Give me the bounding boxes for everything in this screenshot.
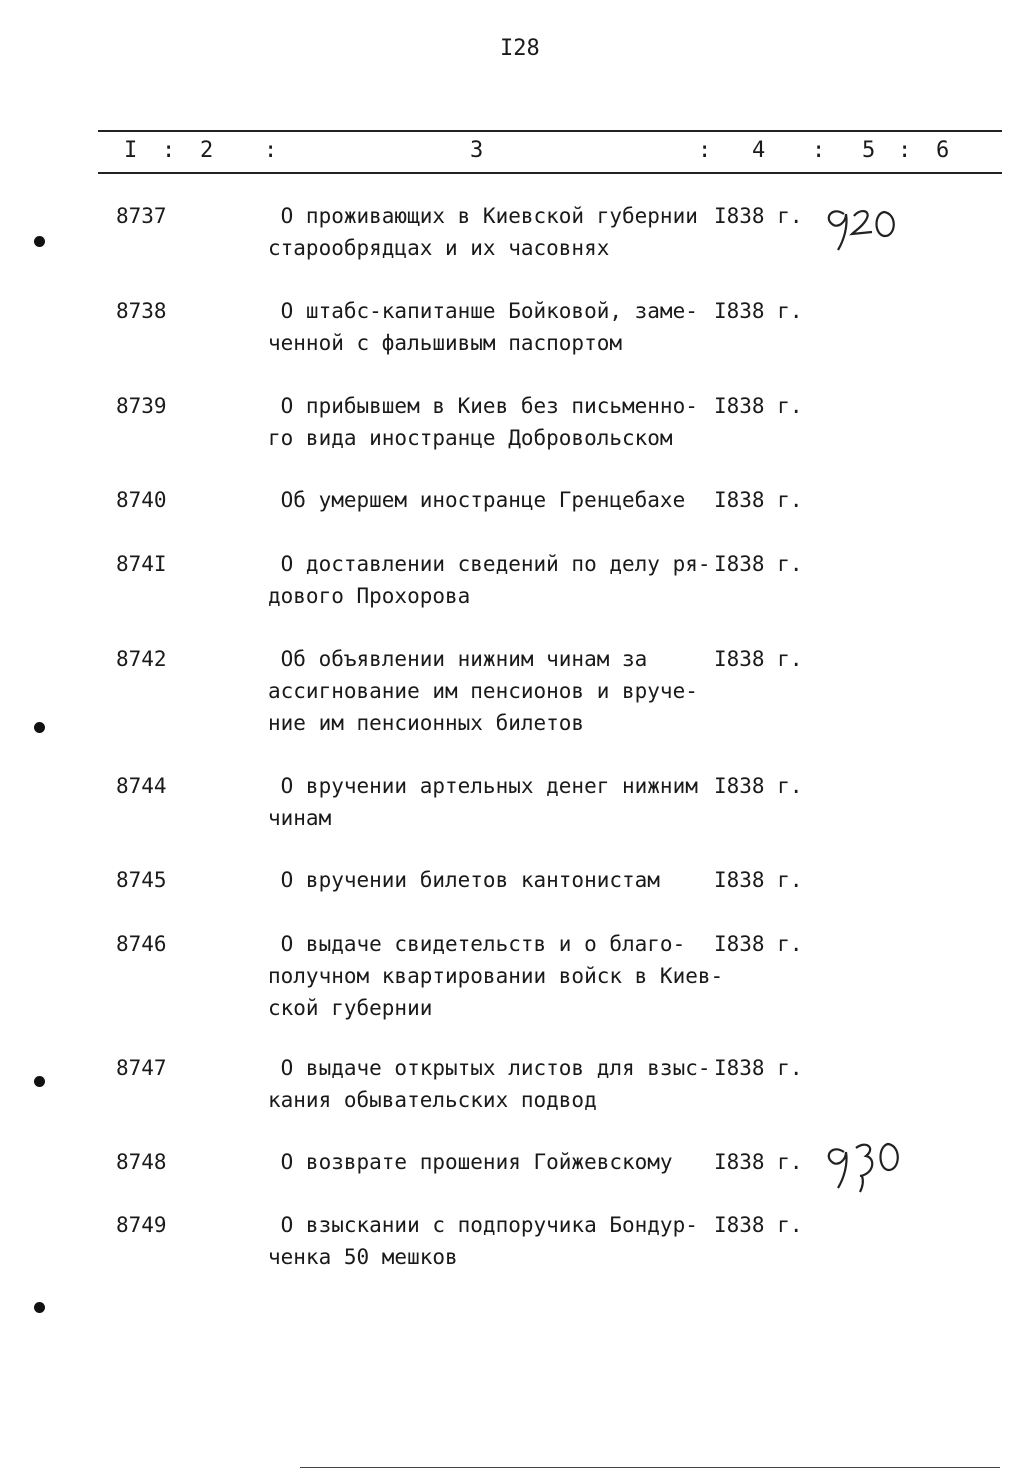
case-number: 8740 bbox=[116, 488, 167, 512]
case-title-line: ской губернии bbox=[268, 996, 433, 1020]
case-title-line: О прибывшем в Киев без письменно- bbox=[268, 394, 698, 418]
case-year: I838 г. bbox=[714, 204, 803, 228]
case-number: 8738 bbox=[116, 299, 167, 323]
case-title-line: Об объявлении нижним чинам за bbox=[268, 647, 648, 671]
case-title-line: ассигнование им пенсионов и вруче- bbox=[268, 679, 698, 703]
case-year: I838 г. bbox=[714, 488, 803, 512]
punch-hole bbox=[34, 236, 45, 247]
column-header-sep: : bbox=[812, 138, 826, 163]
case-title bbox=[268, 643, 708, 739]
column-header-6: 6 bbox=[936, 138, 950, 163]
case-year: I838 г. bbox=[714, 932, 803, 956]
column-header-3: 3 bbox=[470, 138, 484, 163]
case-title bbox=[268, 200, 708, 264]
case-year: I838 г. bbox=[714, 1150, 803, 1174]
case-title-line: О штабс-капитанше Бойковой, заме- bbox=[268, 299, 698, 323]
punch-hole bbox=[34, 1302, 45, 1313]
case-title-line: О вручении артельных денег нижним bbox=[268, 774, 698, 798]
case-number: 8739 bbox=[116, 394, 167, 418]
case-title bbox=[268, 770, 708, 834]
header-bottom-rule bbox=[98, 172, 1002, 174]
case-title-line: О выдаче открытых листов для взыс- bbox=[268, 1056, 711, 1080]
case-title-line: го вида иностранце Добровольском bbox=[268, 426, 673, 450]
case-title bbox=[268, 548, 711, 612]
case-title-line: О выдаче свидетельств и о благо- bbox=[268, 932, 686, 956]
case-year: I838 г. bbox=[714, 1213, 803, 1237]
case-number: 874I bbox=[116, 552, 167, 576]
case-year: I838 г. bbox=[714, 1056, 803, 1080]
case-title-line: старообрядцах и их часовнях bbox=[268, 236, 610, 260]
case-year: I838 г. bbox=[714, 774, 803, 798]
case-title-line: ние им пенсионных билетов bbox=[268, 711, 585, 735]
case-title-line: кания обывательских подвод bbox=[268, 1088, 597, 1112]
case-title-line: О вручении билетов кантонистам bbox=[268, 868, 660, 892]
case-title-line: О возврате прошения Гойжевскому bbox=[268, 1150, 673, 1174]
case-title-line: чинам bbox=[268, 806, 332, 830]
case-title bbox=[268, 1209, 708, 1273]
case-title bbox=[268, 864, 708, 896]
case-title bbox=[268, 1146, 708, 1178]
case-title-line: О проживающих в Киевской губернии bbox=[268, 204, 698, 228]
case-number: 8748 bbox=[116, 1150, 167, 1174]
handwritten-sheet-number-930 bbox=[822, 1134, 906, 1196]
case-number: 8747 bbox=[116, 1056, 167, 1080]
case-title-line: ченка 50 мешков bbox=[268, 1245, 458, 1269]
case-number: 8745 bbox=[116, 868, 167, 892]
case-title-line: О взыскании с подпоручика Бондур- bbox=[268, 1213, 698, 1237]
case-title-line: Об умершем иностранце Гренцебахе bbox=[268, 488, 686, 512]
case-title-line: ченной с фальшивым паспортом bbox=[268, 331, 623, 355]
column-header-sep: : bbox=[162, 138, 176, 163]
page-number: I28 bbox=[500, 36, 540, 61]
case-title bbox=[268, 928, 724, 1024]
case-year: I838 г. bbox=[714, 868, 803, 892]
case-year: I838 г. bbox=[714, 552, 803, 576]
punch-hole bbox=[34, 1076, 45, 1087]
case-title bbox=[268, 484, 708, 516]
case-number: 8744 bbox=[116, 774, 167, 798]
column-header-5: 5 bbox=[862, 138, 876, 163]
case-year: I838 г. bbox=[714, 394, 803, 418]
case-year: I838 г. bbox=[714, 299, 803, 323]
column-header-sep: : bbox=[698, 138, 712, 163]
header-top-rule bbox=[98, 130, 1002, 132]
case-number: 8749 bbox=[116, 1213, 167, 1237]
case-number: 8742 bbox=[116, 647, 167, 671]
column-header-4: 4 bbox=[752, 138, 766, 163]
column-header-1: I bbox=[124, 138, 138, 163]
case-title-line: получном квартировании войск в Киев- bbox=[268, 964, 724, 988]
case-number: 8746 bbox=[116, 932, 167, 956]
column-header-sep: : bbox=[264, 138, 278, 163]
bottom-edge-rule bbox=[300, 1467, 1000, 1468]
case-title bbox=[268, 295, 708, 359]
case-title-line: дового Прохорова bbox=[268, 584, 471, 608]
case-number: 8737 bbox=[116, 204, 167, 228]
handwritten-sheet-number-920 bbox=[822, 200, 906, 256]
column-header-sep: : bbox=[898, 138, 912, 163]
punch-hole bbox=[34, 722, 45, 733]
case-title bbox=[268, 390, 708, 454]
case-year: I838 г. bbox=[714, 647, 803, 671]
case-title bbox=[268, 1052, 711, 1116]
case-title-line: О доставлении сведений по делу ря- bbox=[268, 552, 711, 576]
column-header-2: 2 bbox=[200, 138, 214, 163]
